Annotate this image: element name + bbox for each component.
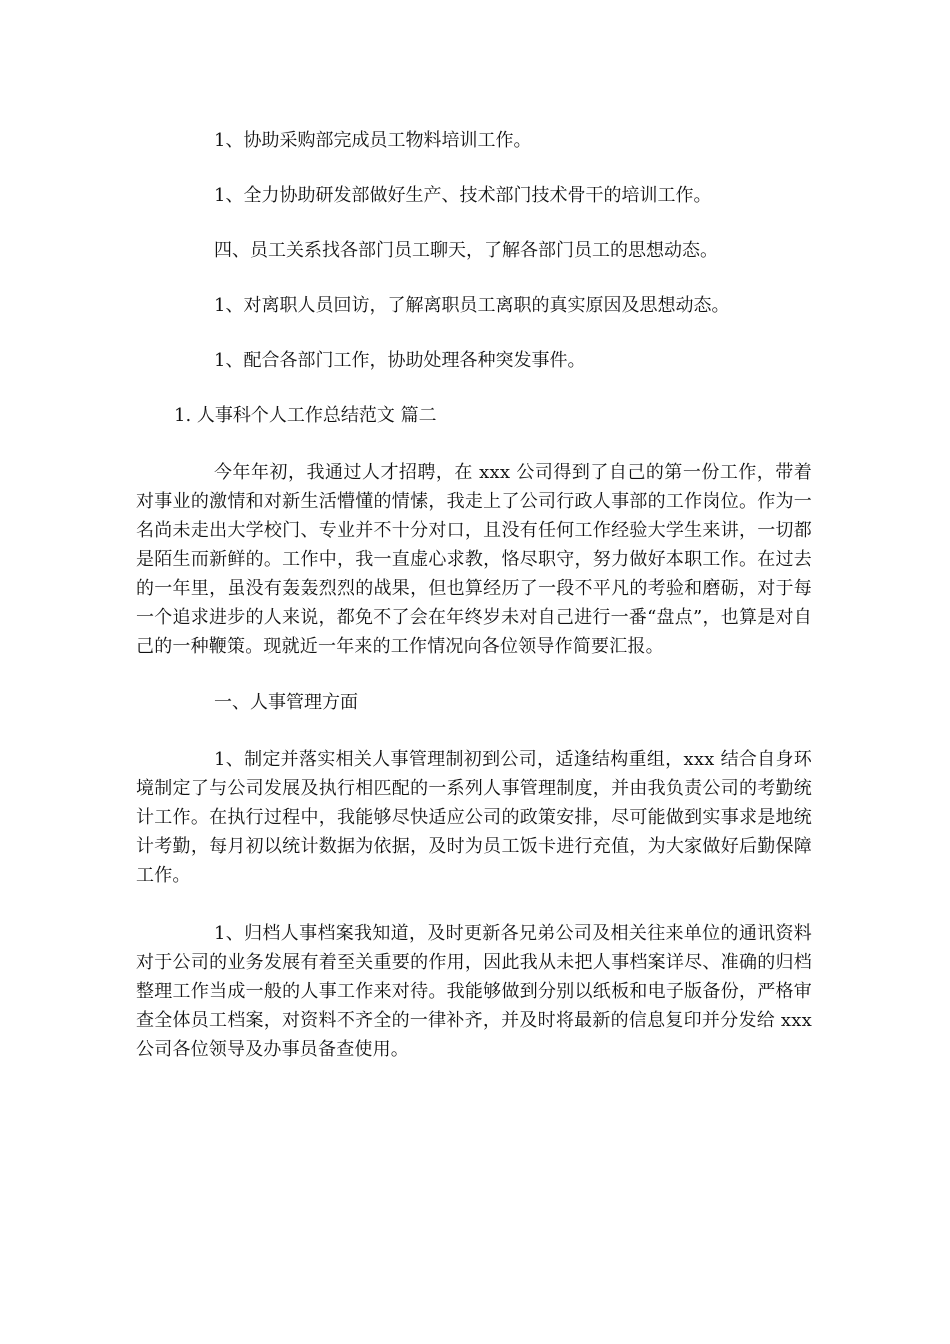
list-item: 四、员工关系找各部门员工聊天，了解各部门员工的思想动态。 [214,240,718,261]
body-paragraph: 1、归档人事档案我知道，及时更新各兄弟公司及相关往来单位的通讯资料对于公司的业务发展有着至关重要的作用，因此我从未把人事档案详尽、准确的归档整理工作当成一般的人事工作来对待。我能够做到分别以纸板和电子版备份，严格审查全体员工档案，对资料不齐全的一律补齐，并及时将最新的信息复印并分发给 xxx 公司各位领导及办事员备查使用。 [136,923,812,1060]
list-item: 1、协助采购部完成员工物料培训工作。 [214,130,532,151]
body-paragraph: 1、制定并落实相关人事管理制初到公司，适逢结构重组，xxx 结合自身环境制定了与公司发展及执行相匹配的一系列人事管理制度，并由我负责公司的考勤统计工作。在执行过程中，我能够尽快适应公司的政策安排，尽可能做到实事求是地统计考勤，每月初以统计数据为依据，及时为员工饭卡进行充值，为大家做好后勤保障工作。 [136,749,812,886]
list-item: 1、对离职人员回访，了解离职员工离职的真实原因及思想动态。 [214,295,730,316]
list-item: 1、配合各部门工作，协助处理各种突发事件。 [214,350,586,371]
intro-paragraph: 今年年初，我通过人才招聘，在 xxx 公司得到了自己的第一份工作，带着对事业的激情和对新生活懵懂的情愫，我走上了公司行政人事部的工作岗位。作为一名尚未走出大学校门、专业并不十分对口，且没有任何工作经验大学生来讲，一切都是陌生而新鲜的。工作中，我一直虚心求教，恪尽职守，努力做好本职工作。在过去的一年里，虽没有轰轰烈烈的战果，但也算经历了一段不平凡的考验和磨砺，对于每一个追求进步的人来说，都免不了会在年终岁未对自己进行一番“盘点”，也算是对自己的一种鞭策。现就近一年来的工作情况向各位领导作简要汇报。 [136,462,812,657]
document-body [136,128,812,1093]
section-title: 1. 人事科个人工作总结范文 篇二 [174,405,437,426]
list-item: 1、全力协助研发部做好生产、技术部门技术骨干的培训工作。 [214,185,712,206]
subheading: 一、人事管理方面 [214,692,358,713]
